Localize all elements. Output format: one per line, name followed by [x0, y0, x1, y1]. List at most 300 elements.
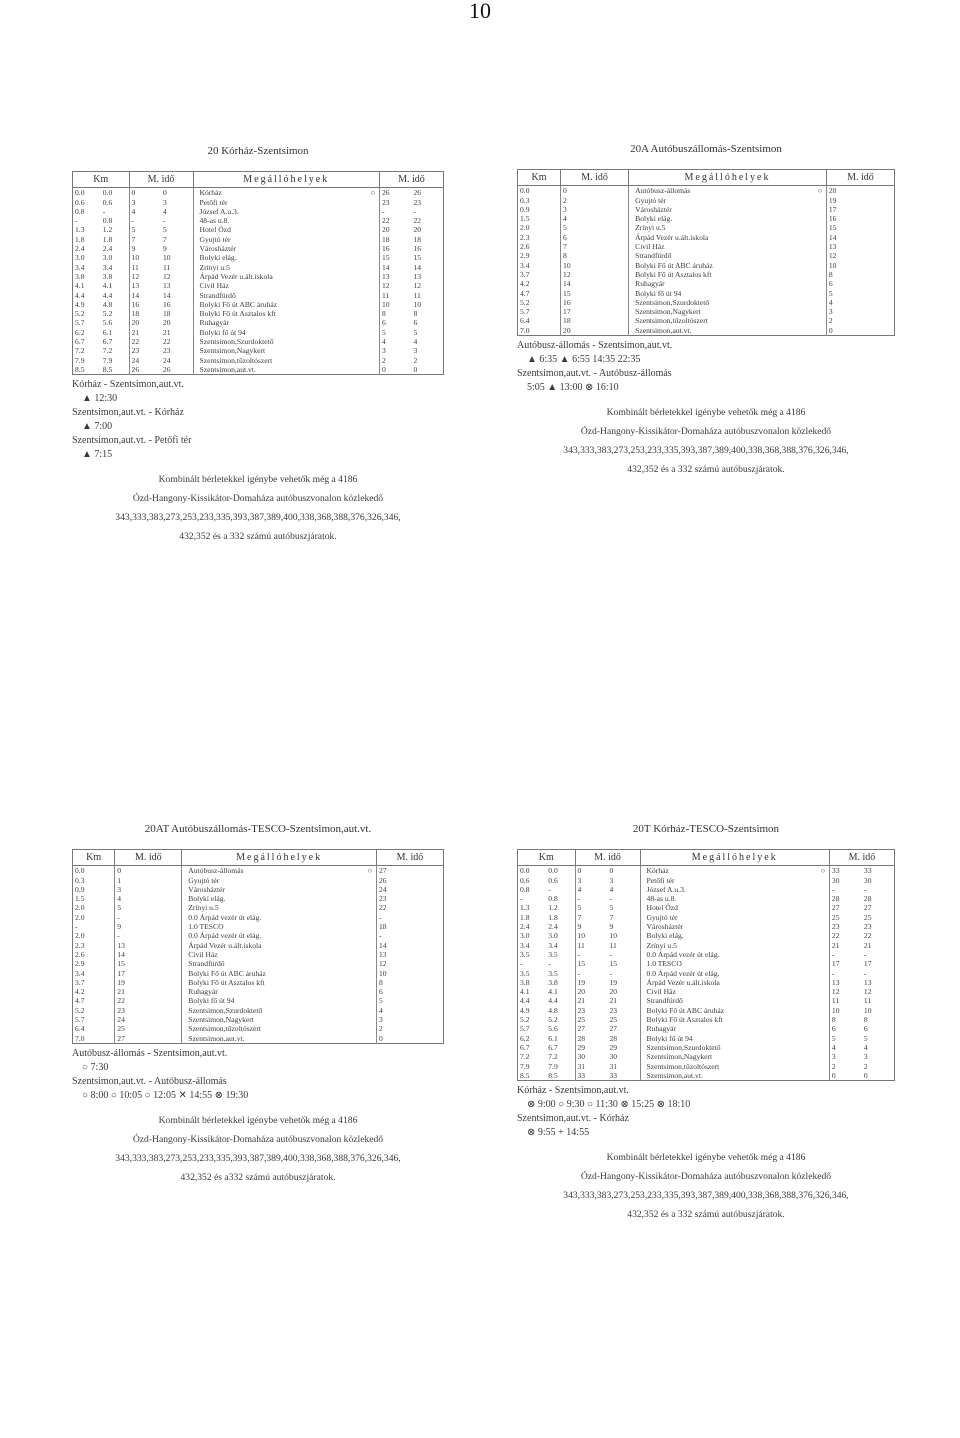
time-cell: 29 [608, 1043, 641, 1052]
stop-name: Bolyki elág. [193, 253, 367, 262]
table-row [518, 223, 895, 232]
table-row [73, 309, 444, 318]
km-cell: 3.8 [75, 271, 85, 281]
stops-header: Megállóhelyek [629, 170, 827, 186]
table-row [73, 328, 444, 337]
return-time-cell: 10 [863, 1005, 872, 1015]
km-cell: 1.8 [75, 234, 85, 244]
return-time-cell: 16 [413, 244, 422, 254]
terminal-symbol [814, 261, 827, 270]
table-row [73, 318, 444, 327]
return-time-cell: - [863, 949, 867, 959]
stops-header: Megállóhelyek [193, 172, 379, 188]
departure-line: ▲ 7:15 [82, 449, 113, 461]
terminal-symbol: ○ [370, 188, 376, 198]
time-cell: - [115, 931, 182, 940]
km-cell: 6.7 [520, 1042, 530, 1052]
return-time-cell: - [863, 968, 867, 978]
return-time-cell: 27 [829, 903, 862, 912]
time-cell: 20 [561, 326, 629, 336]
km-cell: 4.2 [518, 279, 561, 288]
header-row [73, 850, 444, 866]
route-direction: Kórház - Szentsimon,aut.vt. [72, 379, 184, 391]
km-cell: 7.9 [546, 1062, 575, 1071]
terminal-symbol [814, 270, 827, 279]
stop-name: Szentsimon,Nagykert [640, 1052, 817, 1061]
terminal-symbol [364, 959, 377, 968]
km-cell: 6.1 [101, 328, 129, 337]
stop-name: Gyujtó tér [182, 876, 364, 885]
km-cell: - [546, 885, 575, 894]
table-row [73, 346, 444, 355]
km-cell: 4.7 [73, 996, 115, 1005]
return-time-cell: 4 [413, 337, 418, 347]
stop-name: Szentsimon,Szurdoktető [640, 1043, 817, 1052]
departure-times [517, 339, 895, 395]
stop-name: 48-as u.8. [640, 894, 817, 903]
timetable [72, 171, 444, 375]
time-cell: 25 [577, 1015, 586, 1025]
return-time-cell: 20 [379, 225, 411, 234]
km-cell: 4.4 [546, 996, 575, 1005]
note-line: Kombinált bérletekkel igénybe vehetők még a 4186 [158, 474, 358, 486]
note-line: Ózd-Hangony-Kissikátor-Domaháza autóbuszvonalon közlekedő [132, 493, 384, 505]
table-row [73, 198, 444, 207]
terminal-symbol [814, 196, 827, 205]
table-row [73, 885, 444, 894]
return-time-cell: 15 [413, 253, 422, 263]
return-time-cell: 0 [863, 1070, 868, 1080]
stop-name: Városháztér [629, 205, 814, 214]
return-time-cell: 4 [829, 1043, 862, 1052]
km-cell: - [546, 959, 575, 968]
terminal-symbol [814, 251, 827, 260]
stop-name: Árpád Vezér u.ált.iskola [640, 978, 817, 987]
stop-name: Szentsimon,Nagykert [193, 346, 367, 355]
time-cell: 20 [131, 318, 140, 328]
terminal-symbol [817, 894, 830, 903]
table-row [73, 281, 444, 290]
table-row [518, 251, 895, 260]
stop-name: Bolyki Fő út Asztalos kft [640, 1015, 817, 1024]
time-cell: 5 [577, 903, 582, 913]
time-cell: 20 [577, 987, 586, 997]
km-cell: 7.2 [520, 1052, 530, 1062]
time-cell: 31 [608, 1062, 641, 1071]
stop-name: Bolyki Fő út ABC áruház [193, 300, 367, 309]
note-line: Ózd-Hangony-Kissikátor-Domaháza autóbuszvonalon közlekedő [580, 426, 832, 438]
table-row [518, 1024, 895, 1033]
table-row [73, 253, 444, 262]
km-cell: 6.4 [73, 1024, 115, 1033]
time-cell: 7 [131, 234, 136, 244]
km-cell: 1.3 [75, 225, 85, 235]
terminal-symbol [817, 903, 830, 912]
terminal-symbol [817, 1071, 830, 1081]
terminal-symbol [364, 913, 377, 922]
departure-line: 5:05 ▲ 13:00 ⊗ 16:10 [527, 382, 619, 394]
return-time-cell: 26 [379, 188, 411, 198]
time-cell: - [577, 968, 581, 978]
return-time-cell: 8 [376, 978, 443, 987]
time-cell: - [161, 216, 193, 225]
note-line: Ózd-Hangony-Kissikátor-Domaháza autóbuszvonalon közlekedő [580, 1171, 832, 1183]
km-cell: 2.6 [518, 242, 561, 251]
terminal-symbol [817, 922, 830, 931]
km-cell: 0.6 [101, 198, 129, 207]
terminal-symbol [364, 903, 377, 912]
return-time-cell: 23 [829, 922, 862, 931]
note-line: Ózd-Hangony-Kissikátor-Domaháza autóbuszvonalon közlekedő [132, 1133, 384, 1145]
time-cell: 5 [131, 225, 136, 235]
header-row [518, 850, 895, 866]
table-row [73, 941, 444, 950]
time-cell: 20 [608, 987, 641, 996]
time-cell: 12 [561, 270, 629, 279]
terminal-symbol [814, 326, 827, 336]
time-cell: 9 [115, 922, 182, 931]
stop-name: Szentsimon,Szurdoktető [182, 1006, 364, 1015]
time-cell: 3 [161, 198, 193, 207]
time-cell: 21 [115, 987, 182, 996]
timetable [517, 849, 895, 1081]
time-cell: 2 [561, 196, 629, 205]
km-cell: 6.4 [518, 316, 561, 325]
stop-name: Gyujtó tér [640, 913, 817, 922]
return-time-cell: 16 [379, 244, 411, 253]
time-cell: - [608, 969, 641, 978]
return-time-cell: 2 [376, 1024, 443, 1033]
stop-name: Civil Ház [182, 950, 364, 959]
return-time-cell: 12 [829, 987, 862, 996]
return-time-cell: 3 [379, 346, 411, 355]
km-cell: 4.7 [518, 289, 561, 298]
km-cell: 5.2 [546, 1015, 575, 1024]
time-cell: 18 [161, 309, 193, 318]
stop-name: Szentsimon,tűzoltószert [640, 1062, 817, 1071]
return-time-cell: 17 [829, 959, 862, 968]
km-cell: 8.5 [75, 364, 85, 374]
stop-name: Bolyki Fő út Asztalos kft [182, 978, 364, 987]
time-cell: 33 [608, 1071, 641, 1081]
pass-note [72, 1111, 444, 1187]
terminal-symbol [367, 272, 380, 281]
table-row [518, 1015, 895, 1024]
return-time-cell: 11 [829, 996, 862, 1005]
stop-name: Szentsimon,Szurdoktető [193, 337, 367, 346]
table-row [518, 1043, 895, 1052]
km-cell: 3.5 [546, 969, 575, 978]
time-cell: 28 [608, 1034, 641, 1043]
km-cell: 5.6 [546, 1024, 575, 1033]
note-line: 343,333,383,273,253,233,335,393,387,389,400,338,368,388,376,326,346, [563, 1190, 849, 1202]
stop-name: Petőfi tér [640, 876, 817, 885]
stop-name: Árpád Vezér u.ált.iskola [182, 941, 364, 950]
time-cell: 23 [131, 346, 140, 356]
return-time-cell: 13 [826, 242, 894, 251]
pass-note [517, 1148, 895, 1224]
return-time-cell: - [379, 207, 411, 216]
return-time-cell: 33 [829, 866, 862, 876]
km-cell: 1.8 [101, 235, 129, 244]
return-time-cell: 5 [413, 327, 418, 337]
km-cell: 6.7 [101, 337, 129, 346]
km-cell: 2.4 [101, 244, 129, 253]
terminal-symbol [817, 987, 830, 996]
terminal-symbol [817, 1024, 830, 1033]
km-cell: 0.3 [73, 876, 115, 885]
stop-name: Árpád Vezér u.ált.iskola [629, 233, 814, 242]
time-cell: - [131, 216, 135, 226]
terminal-symbol [817, 913, 830, 922]
km-cell: 7.2 [75, 346, 85, 356]
return-time-cell: 23 [863, 922, 872, 932]
km-cell: 0.6 [546, 876, 575, 885]
route-direction: Autóbusz-állomás - Szentsimon,aut.vt. [72, 1047, 228, 1059]
return-time-cell: 26 [376, 876, 443, 885]
terminal-symbol [364, 996, 377, 1005]
time-cell: 15 [608, 959, 641, 968]
km-cell: 0.0 [73, 866, 115, 876]
km-cell: 3.7 [73, 978, 115, 987]
return-time-cell: 13 [376, 950, 443, 959]
stop-name: Bolyki elág. [629, 214, 814, 223]
km-header: Km [73, 850, 115, 866]
return-time-cell: 0 [826, 326, 894, 336]
table-row [73, 1034, 444, 1044]
time-cell: 4 [561, 214, 629, 223]
terminal-symbol [814, 223, 827, 232]
timetable [517, 169, 895, 336]
stop-name: Bolyki Fő út Asztalos kft [193, 309, 367, 318]
timetable-block-20 [72, 145, 444, 546]
return-time-cell: 6 [863, 1024, 868, 1034]
return-time-cell: - [376, 931, 443, 940]
km-header: Km [518, 850, 576, 866]
table-row [518, 186, 895, 196]
return-time-cell: - [863, 884, 867, 894]
time-cell: 20 [161, 318, 193, 327]
stop-name: Hotel Ózd [640, 903, 817, 912]
km-cell: 0.0 [75, 188, 85, 198]
km-cell: 2.9 [518, 251, 561, 260]
return-time-cell: 8 [826, 270, 894, 279]
km-cell: 8.5 [520, 1070, 530, 1080]
terminal-symbol [814, 242, 827, 251]
terminal-symbol [814, 233, 827, 242]
terminal-symbol [817, 1015, 830, 1024]
return-time-cell: 5 [376, 996, 443, 1005]
time-header: M. idő [115, 850, 182, 866]
terminal-symbol [364, 1015, 377, 1024]
time-cell: 22 [131, 337, 140, 347]
time-cell: 14 [131, 290, 140, 300]
terminal-symbol [367, 300, 380, 309]
km-cell: 6.7 [75, 337, 85, 347]
time-cell: 3 [608, 876, 641, 885]
table-row [518, 233, 895, 242]
return-time-cell: 27 [863, 903, 872, 913]
table-row [518, 316, 895, 325]
return-time-cell: 4 [863, 1042, 868, 1052]
km-cell: 1.3 [520, 903, 530, 913]
return-time-cell: 10 [829, 1006, 862, 1015]
return-time-cell: 20 [826, 186, 894, 196]
timetable-title: 20T Kórház-TESCO-Szentsimon [632, 823, 780, 835]
stop-name: Kórház [193, 188, 367, 198]
time-cell: 4 [608, 885, 641, 894]
table-row [73, 1024, 444, 1033]
km-cell: 7.2 [546, 1052, 575, 1061]
return-time-cell: 3 [376, 1015, 443, 1024]
km-cell: 7.0 [73, 1034, 115, 1044]
time-cell: 3 [131, 197, 136, 207]
return-time-cell: 5 [829, 1034, 862, 1043]
departure-line: ○ 8:00 ○ 10:05 ○ 12:05 ✕ 14:55 ⊗ 19:30 [82, 1089, 249, 1101]
stop-name: Bolyki elág. [182, 894, 364, 903]
timetable-title: 20AT Autóbuszállomás-TESCO-Szentsimon,aut.vt. [144, 823, 372, 835]
route-direction: Szentsimon,aut.vt. - Kórház [517, 1113, 629, 1125]
km-cell: 2.0 [73, 931, 115, 940]
stop-name: Bolyki fő út 94 [640, 1034, 817, 1043]
km-cell: 5.2 [518, 298, 561, 307]
return-time-cell: 8 [863, 1015, 868, 1025]
return-time-cell: 2 [379, 356, 411, 365]
return-time-cell: 18 [376, 922, 443, 931]
page-number: 10 [469, 0, 491, 23]
stop-name: 0.0 Árpád vezér út elág. [640, 969, 817, 978]
time-cell: 6 [561, 233, 629, 242]
km-cell: 2.0 [73, 913, 115, 922]
stop-name: Strandfürdő [640, 996, 817, 1005]
return-time-cell: 17 [826, 205, 894, 214]
terminal-symbol [814, 316, 827, 325]
return-time-cell: 14 [379, 263, 411, 272]
terminal-symbol [364, 978, 377, 987]
km-cell: 3.4 [518, 261, 561, 270]
timetable [72, 849, 444, 1044]
terminal-symbol [367, 346, 380, 355]
terminal-symbol [367, 281, 380, 290]
km-cell: - [73, 922, 115, 931]
time-cell: 4 [115, 894, 182, 903]
route-direction: Szentsimon,aut.vt. - Kórház [72, 407, 184, 419]
table-row [518, 298, 895, 307]
km-cell: 4.4 [75, 290, 85, 300]
terminal-symbol [367, 318, 380, 327]
table-row [73, 987, 444, 996]
km-cell: 4.1 [520, 987, 530, 997]
km-cell: 3.4 [73, 969, 115, 978]
time-cell: 16 [161, 300, 193, 309]
time-cell: 30 [608, 1052, 641, 1061]
table-row [518, 885, 895, 894]
terminal-symbol [814, 298, 827, 307]
return-time-cell: 11 [413, 290, 421, 300]
table-row [73, 356, 444, 365]
return-time-cell: 2 [826, 316, 894, 325]
route-direction: Szentsimon,aut.vt. - Petőfi tér [72, 435, 192, 447]
terminal-symbol [367, 309, 380, 318]
km-cell: 3.4 [75, 262, 85, 272]
time-cell: 17 [561, 307, 629, 316]
departure-line: ▲ 7:00 [82, 421, 113, 433]
return-time-cell: 19 [826, 196, 894, 205]
return-time-cell: 4 [379, 337, 411, 346]
km-cell: 0.9 [73, 885, 115, 894]
terminal-symbol [817, 1052, 830, 1061]
stop-name: Ruhagyár [640, 1024, 817, 1033]
terminal-symbol [817, 1062, 830, 1071]
time-cell: 25 [608, 1015, 641, 1024]
km-cell: 7.0 [518, 326, 561, 336]
table-row [73, 894, 444, 903]
pass-note [517, 403, 895, 479]
return-time-cell: 3 [863, 1052, 868, 1062]
time-cell: 18 [131, 309, 140, 319]
terminal-symbol [367, 365, 380, 375]
table-row [73, 337, 444, 346]
stop-name: Zrínyi u.5 [182, 903, 364, 912]
return-time-cell: 0 [413, 364, 418, 374]
time-cell: 7 [577, 912, 582, 922]
return-time-cell: - [376, 913, 443, 922]
note-line: 432,352 és a332 számú autóbuszjáratok. [180, 1171, 336, 1183]
stop-name: Strandfürdő [629, 251, 814, 260]
km-cell: 0.8 [101, 216, 129, 225]
note-line: 432,352 és a 332 számú autóbuszjáratok. [627, 464, 785, 476]
time-cell: 1 [115, 876, 182, 885]
terminal-symbol [367, 337, 380, 346]
table-row [518, 866, 895, 876]
time-cell: 27 [577, 1024, 586, 1034]
stop-name: Bolyki Fő út ABC áruház [182, 969, 364, 978]
return-time-cell: - [829, 969, 862, 978]
time-cell: 21 [131, 327, 140, 337]
km-cell: 1.5 [73, 894, 115, 903]
km-cell: 6.7 [546, 1043, 575, 1052]
time-cell: 30 [577, 1052, 586, 1062]
time-cell: 21 [608, 996, 641, 1005]
terminal-symbol [367, 207, 380, 216]
stop-name: 0.0 Árpád vezér út elág. [182, 931, 364, 940]
time-cell: 5 [561, 223, 629, 232]
time-cell: 4 [161, 207, 193, 216]
table-row [518, 978, 895, 987]
return-time-cell: 10 [413, 299, 422, 309]
return-time-cell: 5 [863, 1033, 868, 1043]
return-time-cell: 10 [826, 261, 894, 270]
terminal-symbol: ○ [367, 866, 373, 876]
table-row [73, 866, 444, 876]
return-time-cell: 4 [376, 1006, 443, 1015]
return-time-cell: 23 [379, 198, 411, 207]
table-row [73, 263, 444, 272]
time-cell: 22 [115, 996, 182, 1005]
return-time-cell: 6 [413, 318, 418, 328]
stops-header: Megállóhelyek [640, 850, 829, 866]
time-cell: 31 [577, 1061, 586, 1071]
return-time-cell: 30 [829, 876, 862, 885]
km-cell: 2.9 [73, 959, 115, 968]
time-cell: 10 [608, 931, 641, 940]
time-cell: 0 [131, 188, 136, 198]
km-cell: 5.2 [101, 309, 129, 318]
km-cell: 5.2 [520, 1015, 530, 1025]
note-line: 432,352 és a 332 számú autóbuszjáratok. [179, 531, 337, 543]
stop-name: Strandfürdő [182, 959, 364, 968]
table-row [73, 225, 444, 234]
